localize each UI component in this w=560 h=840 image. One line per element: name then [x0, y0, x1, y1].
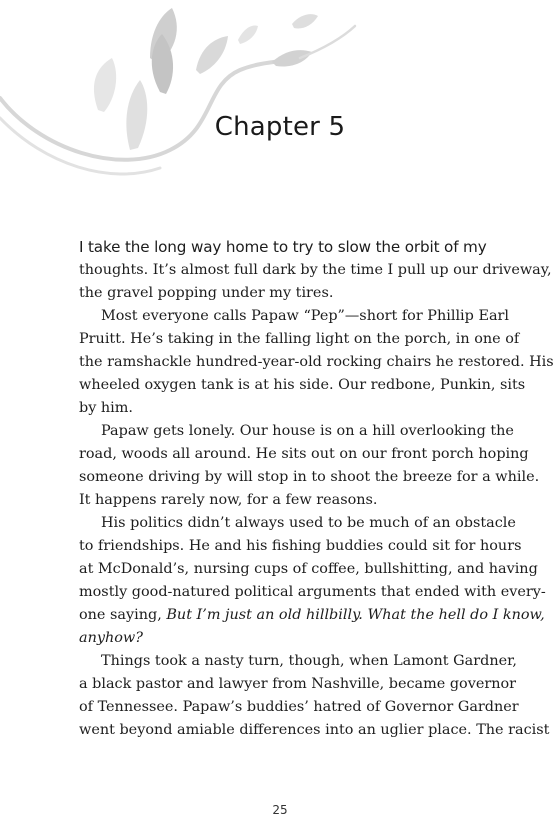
paragraph-line: someone driving by will stop in to shoot the breeze for a while.: [79, 469, 540, 485]
lead-line: I take the long way home to try to slow the orbit of my: [79, 238, 487, 256]
paragraph-5: [79, 650, 550, 742]
italic-quote: But I’m just an old hillbilly. What the hell do I know,: [166, 607, 545, 623]
paragraph-4: [79, 512, 546, 650]
paragraph-2: [79, 305, 554, 420]
paragraph-line: wheeled oxygen tank is at his side. Our redbone, Punkin, sits: [79, 377, 526, 393]
paragraph-line: thoughts. It’s almost full dark by the time I pull up our driveway,: [79, 262, 552, 278]
paragraph-line: road, woods all around. He sits out on our front porch hoping: [79, 446, 529, 462]
paragraph-line: went beyond amiable differences into an uglier place. The racist: [79, 722, 550, 738]
paragraph-line: mostly good-natured political arguments that ended with every-: [79, 584, 546, 600]
paragraph-text: one saying,: [79, 607, 167, 623]
paragraph-line: by him.: [79, 400, 134, 416]
italic-quote-end: anyhow?: [79, 630, 143, 646]
chapter-title: Chapter 5: [214, 112, 346, 142]
vine-ornament-icon: [0, 0, 360, 190]
page-number: 25: [272, 803, 288, 817]
paragraph-line: Papaw gets lonely. Our house is on a hill overlooking the: [101, 423, 514, 439]
paragraph-line: Things took a nasty turn, though, when Lamont Gardner,: [101, 653, 517, 669]
paragraph-line: His politics didn’t always used to be much of an obstacle: [101, 515, 516, 531]
paragraph-line: Pruitt. He’s taking in the falling light on the porch, in one of: [79, 331, 520, 347]
paragraph-line: a black pastor and lawyer from Nashville, became governor: [79, 676, 517, 692]
paragraph-line-mixed: [79, 604, 545, 627]
paragraph-line: the ramshackle hundred-year-old rocking chairs he restored. His: [79, 354, 554, 370]
paragraph-3: [79, 420, 540, 512]
paragraph-1: [79, 259, 552, 305]
paragraph-line: of Tennessee. Papaw’s buddies’ hatred of Governor Gardner: [79, 699, 519, 715]
chapter-body: [79, 236, 554, 742]
paragraph-line: at McDonald’s, nursing cups of coffee, bullshitting, and having: [79, 561, 538, 577]
paragraph-line: It happens rarely now, for a few reasons.: [79, 492, 378, 508]
paragraph-line: Most everyone calls Papaw “Pep”—short for Phillip Earl: [101, 308, 510, 324]
paragraph-line: to friendships. He and his fishing buddies could sit for hours: [79, 538, 522, 554]
paragraph-line: the gravel popping under my tires.: [79, 285, 334, 301]
